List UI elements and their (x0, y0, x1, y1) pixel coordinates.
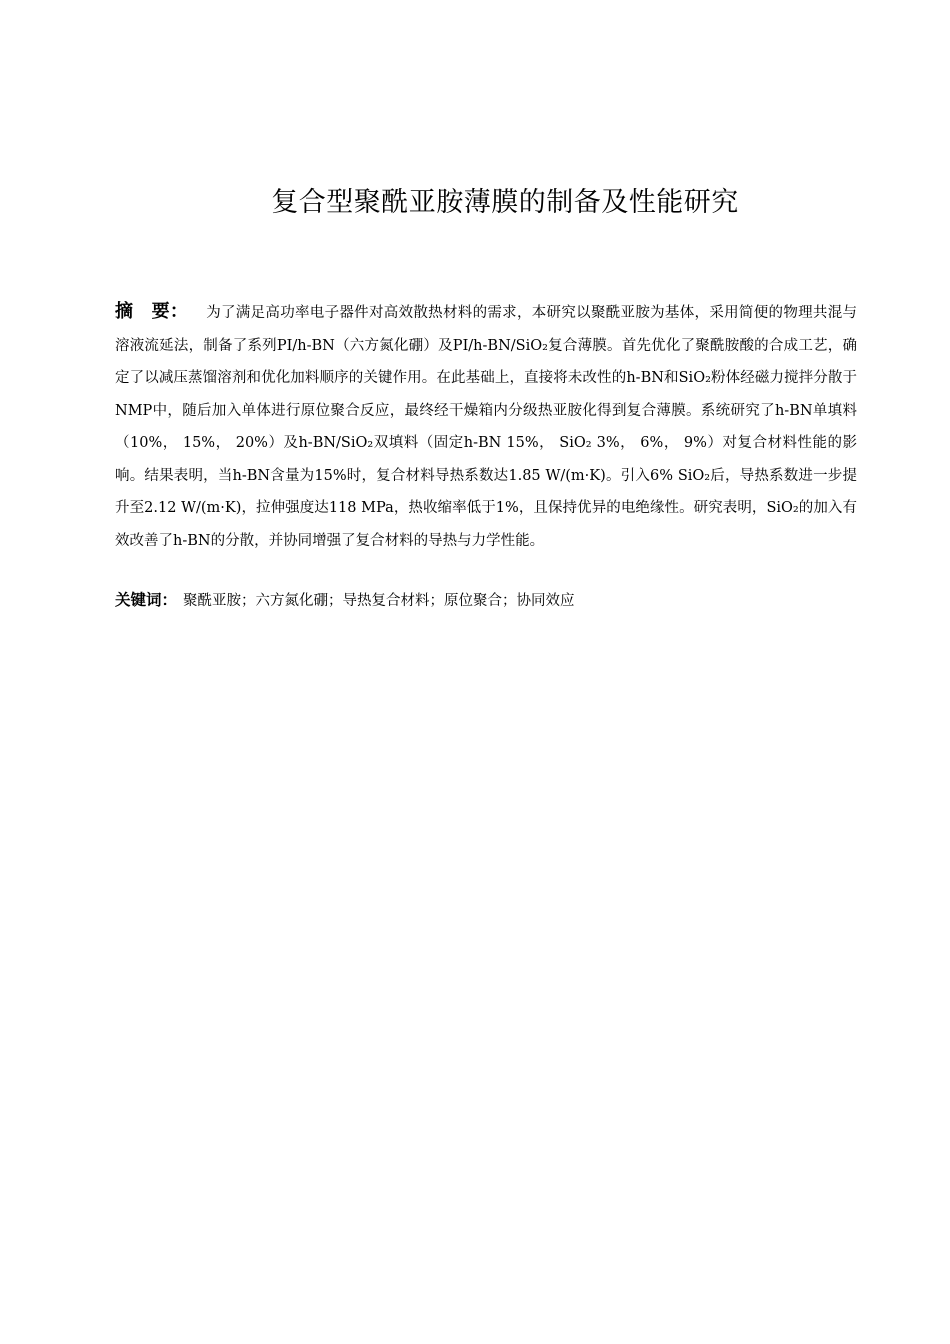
keywords-label: 关键词： (115, 591, 178, 609)
keywords-text: 聚酰亚胺；六方氮化硼；导热复合材料；原位聚合；协同效应 (183, 593, 575, 609)
abstract-text: 为了满足高功率电子器件对高效散热材料的需求，本研究以聚酰亚胺为基体，采用简便的物理共混与溶液流延法，制备了系列PI/h-BN（六方氮化硼）及PI/h-BN/SiO₂复合薄膜。首先优化了聚酰胺酸的合成工艺，确定了以减压蒸馏溶剂和优化加料顺序的关键作用。在此基础上，直接将未改性的h-BN和SiO₂粉体经磁力搅拌分散于NMP中，随后加入单体进行原位聚合反应，最终经干燥箱内分级热亚胺化得到复合薄膜。系统研究了h-BN单填料（10%， 15%， 20%）及h-BN/SiO₂双填料（固定h-BN 15%， SiO₂ 3%， 6%， 9%）对复合材料性能的影响。结果表明，当h-BN含量为15%时，复合材料导热系数达1.85 W/(m·K)。引入6% SiO₂后，导热系数进一步提升至2.12 W/(m·K)，拉伸强度达118 MPa，热收缩率低于1%，且保持优异的电绝缘性。研究表明，SiO₂的加入有效改善了h-BN的分散，并协同增强了复合材料的导热与力学性能。 (115, 305, 858, 549)
abstract-paragraph (115, 296, 857, 557)
abstract-label: 摘 要： (115, 301, 189, 322)
keywords-line (115, 585, 857, 616)
paper-title: 复合型聚酰亚胺薄膜的制备及性能研究 (271, 187, 739, 218)
